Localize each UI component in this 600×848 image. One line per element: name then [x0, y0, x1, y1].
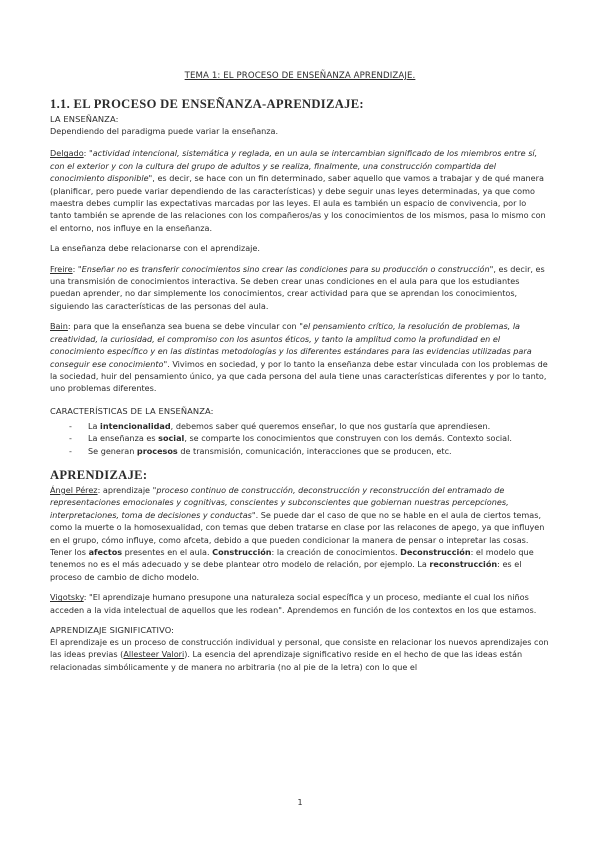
- delgado-quote: "actividad intencional, sistemática y reglada, en un aula se intercambian significado de los miembros entre sí, con el exterior y con la cultura del grupo de adultos y se realiza, finalmente, una construcción compartida del conocimiento disponible": [50, 148, 538, 184]
- author-perez: Ángel Pérez: [50, 484, 98, 495]
- author-bain: Bain: [50, 321, 68, 332]
- list-item: - Se generan procesos de transmisión, comunicación, interacciones que se producen, etc.: [50, 445, 550, 457]
- author-freire: Freire: [50, 263, 73, 274]
- significant-learning-paragraph: El aprendizaje es un proceso de construcción individual y personal, que consiste en relacionar los nuevos aprendizajes con las ideas previas (Allesteer Valori). La esencia del aprendizaje significativo reside en el hecho de que las ideas están relacionadas simbólicamente y de manera no arbitraria (no al pie de la letra) con lo que el: [50, 637, 549, 672]
- characteristics-list: [50, 420, 550, 457]
- delgado-paragraph: Delgado: "actividad intencional, sistemática y reglada, en un aula se intercambian significado de los miembros entre sí, con el exterior y con la cultura del grupo de adultos y se realiza, finalmente, una construcción compartida del conocimiento disponible", es decir, se hace con un fin determinado, saber aquello que vamos a trabajar y de qué manera (planificar, pero puede variar dependiendo de las características) y debe seguir unas leyes determinadas, ya que como maestra debes cumplir las expectativas marcadas por las leyes. El aula es también un espacio de convivencia, por lo tanto también se aprende de las relaciones con los compañeros/as y los conocimientos de los mismos, pasa lo mismo con el entorno, nos influye en la enseñanza.: [50, 148, 546, 233]
- perez-paragraph: Ángel Pérez: aprendizaje "proceso continuo de construcción, deconstrucción y reconstrucción del entramado de representaciones emocionales y cognitivas, conscientes y subconscientes que gobiernan nuestras percepciones, interpretaciones, toma de decisiones y conductas". Se puede dar el caso de que no se hable en el aula de ciertos temas, como la muerte o la homosexualidad, con temas que deben tratarse en clase por las relacones de apego, ya que influyen en el grupo, cómo influye, como afceta, debido a que pueden condicionar la manera de pensar o intepretar las cosas. Tener los afectos presentes en el aula. Construcción: la creación de conocimientos. Deconstrucción: el modelo que tenemos no es el más adecuado y se debe plantear otro modelo de relación, por ejemplo. La reconstrucción: es el proceso de cambio de dicho modelo.: [50, 484, 545, 582]
- relation-note: La enseñanza debe relacionarse con el aprendizaje.: [50, 243, 260, 254]
- vigotsky-paragraph: Vigotsky: "El aprendizaje humano presupone una naturaleza social específica y un proceso, mediante el cual los niños acceden a la vida intelectual de aquellos que les rodean". Aprendemos en función de los contextos en los que estamos.: [50, 592, 537, 615]
- intro-paragraph: Dependiendo del paradigma puede variar la enseñanza.: [50, 126, 279, 136]
- author-allesteer: Allesteer Valori: [123, 649, 185, 660]
- document-title: TEMA 1: EL PROCESO DE ENSEÑANZA APRENDIZAJE.: [184, 71, 416, 81]
- subheading-teaching: LA ENSEÑANZA:: [50, 114, 119, 124]
- significant-learning-heading: APRENDIZAJE SIGNIFICATIVO:: [50, 625, 175, 635]
- freire-paragraph: Freire: "Enseñar no es transferir conocimientos sino crear las condiciones para su producción o construcción", es decir, es una transmisión de conocimientos interactiva. Se deben crear unas condiciones en el aula para que los estudiantes puedan aprender, no dar simplemente los conocimientos, crear actividad para que se aprendan los conocimientos, siguiendo las características de las personas del aula.: [50, 263, 545, 311]
- author-vigotsky: Vigotsky: [50, 592, 84, 603]
- page-number: 1: [297, 798, 303, 807]
- list-item: - La intencionalidad, debemos saber qué queremos enseñar, lo que nos gustaría que aprendiesen.: [50, 420, 550, 432]
- document-body: [50, 96, 550, 673]
- characteristics-heading: CARACTERÍSTICAS DE LA ENSEÑANZA:: [50, 405, 214, 416]
- freire-quote: "Enseñar no es transferir conocimientos sino crear las condiciones para su producción o construcción": [77, 263, 494, 274]
- freire-text: , es decir, es una transmisión de conocimientos interactiva. Se deben crear unas condiciones en el aula para que los estudiantes puedan aprender, no dar simplemente los conocimientos, crear actividad para que se aprendan los conocimientos, siguiendo las características de las personas del aula.: [50, 263, 545, 311]
- perez-quote: proceso continuo de construcción, deconstrucción y reconstrucción del entramado de representaciones emocionales y cognitivas, conscientes y subconscientes que gobiernan nuestras percepciones, interpretaciones, toma de decisiones y conductas: [50, 484, 509, 520]
- delgado-text: , es decir, se hace con un fin determinado, saber aquello que vamos a trabajar y de qué manera (planificar, pero puede variar dependiendo de las características) y debe seguir unas leyes determinadas, ya que como maestra debes cumplir las expectativas marcadas por las leyes. El aula es también un espacio de convivencia, por lo tanto también se aprende de las relaciones con los compañeros/as y los conocimientos de los mismos, pasa lo mismo con el entorno, nos influye en la enseñanza.: [50, 173, 546, 233]
- bain-paragraph: Bain: para que la enseñanza sea buena se debe vincular con "el pensamiento crítico, la resolución de problemas, la creatividad, la curiosidad, el compromiso con los asuntos éticos, y tanto la amplitud como la profundidad en el conocimiento específico y en las distintas metodologías y los diferentes estándares para las evidencias utilizadas para conseguir ese conocimiento". Vivimos en sociedad, y por lo tanto la enseñanza debe estar vinculada con los problemas de la sociedad, huir del pensamiento único, ya que cada persona del aula tiene unas características diferentes y por lo tanto, uno problemas diferentes.: [50, 321, 548, 394]
- bain-quote: el pensamiento crítico, la resolución de problemas, la creatividad, la curiosidad, el compromiso con los asuntos éticos, y tanto la amplitud como la profundidad en el conocimiento específico y en las distintas metodologías y los diferentes estándares para las evidencias utilizadas para conseguir ese conocimiento: [50, 321, 532, 369]
- list-item: - La enseñanza es social, se comparte los conocimientos que construyen con los demás. Contexto social.: [50, 432, 550, 444]
- learning-heading: APRENDIZAJE:: [50, 467, 148, 482]
- author-delgado: Delgado: [50, 148, 84, 159]
- bain-text: ". Vivimos en sociedad, y por lo tanto la enseñanza debe estar vinculada con los problemas de la sociedad, huir del pensamiento único, ya que cada persona del aula tiene unas características diferentes y por lo tanto, uno problemas diferentes.: [50, 358, 548, 394]
- section-heading: 1.1. EL PROCESO DE ENSEÑANZA-APRENDIZAJE:: [50, 97, 364, 111]
